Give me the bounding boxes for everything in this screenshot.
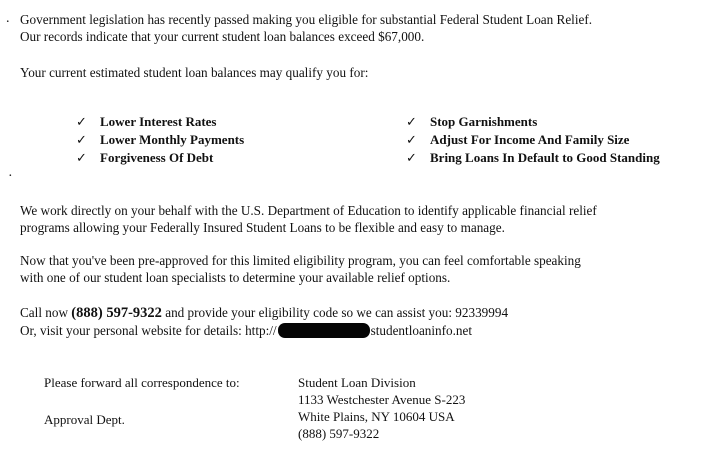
mailing-address: Student Loan Division 1133 Westchester Avenue S-223 White Plains, NY 10604 USA (888) 597-9322 <box>298 375 466 441</box>
benefit-item: ✓ Stop Garnishments <box>406 114 538 129</box>
benefit-item: ✓ Adjust For Income And Family Size <box>406 132 630 147</box>
call-line: Call now (888) 597-9322 and provide your eligibility code so we can assist you: 92339994 <box>20 305 509 321</box>
redaction-bar <box>278 323 370 338</box>
qualify-paragraph: Your current estimated student loan balances may qualify you for: <box>20 65 369 80</box>
benefit-item: ✓ Bring Loans In Default to Good Standing <box>406 150 660 165</box>
benefits-left-column <box>76 113 244 167</box>
website-line: Or, visit your personal website for details: http:// studentloaninfo.net <box>20 323 473 338</box>
check-icon: ✓ <box>76 150 87 165</box>
correspondence-label: Please forward all correspondence to: <box>44 375 240 390</box>
scan-speck: . <box>6 11 10 26</box>
check-icon: ✓ <box>406 114 417 129</box>
benefits-right-column <box>406 113 660 167</box>
benefit-item: ✓ Lower Monthly Payments <box>76 132 245 147</box>
benefit-item: ✓ Forgiveness Of Debt <box>76 150 214 165</box>
check-icon: ✓ <box>406 150 417 165</box>
intro-paragraph: Government legislation has recently passed making you eligible for substantial Federal Student Loan Relief. Our records indicate that your current student loan balances exceed $67,000. <box>20 12 593 44</box>
benefit-item: ✓ Lower Interest Rates <box>76 114 217 129</box>
check-icon: ✓ <box>76 132 87 147</box>
approval-dept-label: Approval Dept. <box>44 412 125 427</box>
phone-number: (888) 597-9322 <box>71 305 162 321</box>
check-icon: ✓ <box>406 132 417 147</box>
check-icon: ✓ <box>76 114 87 129</box>
department-paragraph: We work directly on your behalf with the U.S. Department of Education to identify applicable financial relief programs allowing your Federally Insured Student Loans to be flexible and easy to manage. <box>20 203 597 235</box>
scan-speck: · <box>8 169 13 184</box>
preapproved-paragraph: Now that you've been pre-approved for this limited eligibility program, you can feel comfortable speaking with one of our student loan specialists to determine your available relief options. <box>20 253 581 285</box>
